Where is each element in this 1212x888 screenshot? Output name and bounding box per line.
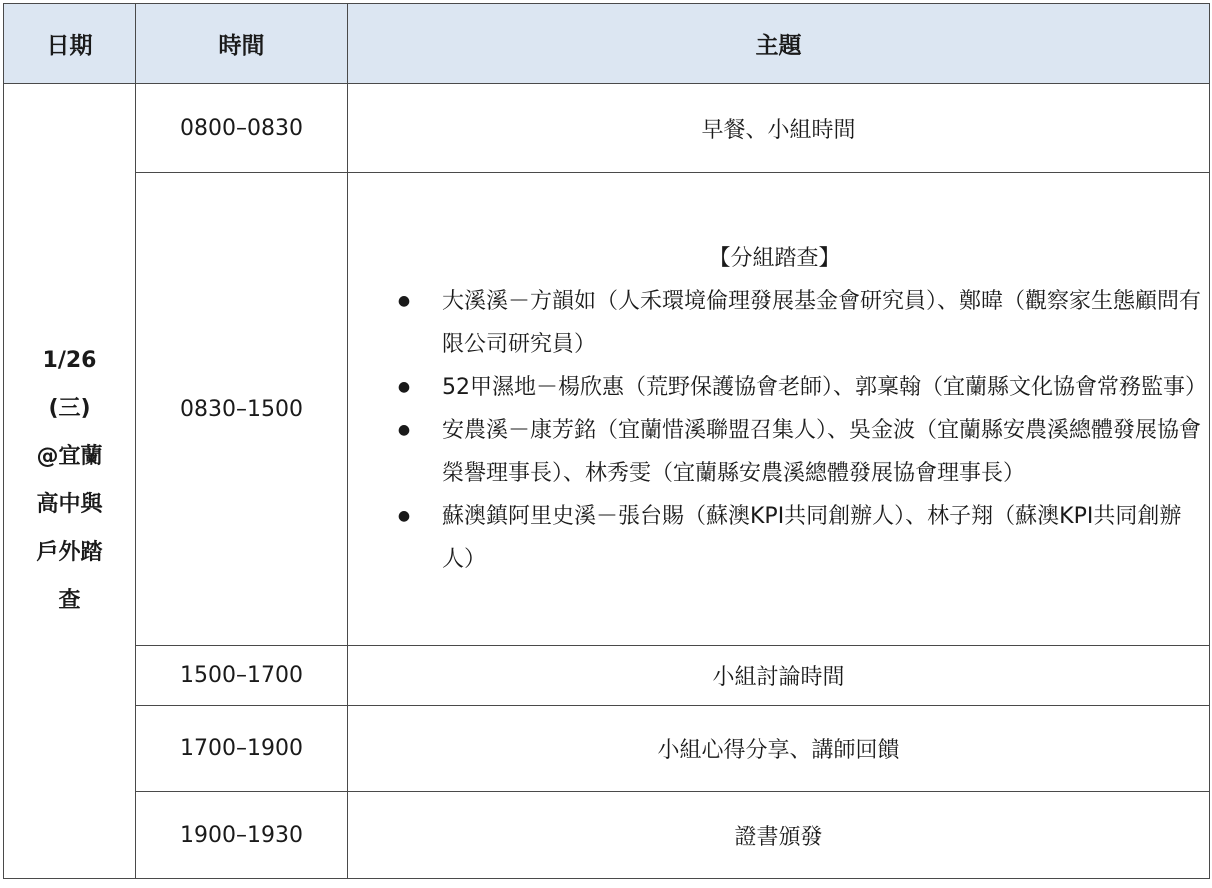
bullet-icon: ● <box>397 421 411 438</box>
time-cell: 1900–1930 <box>136 792 348 879</box>
field-visit-title: 【分組踏查】 <box>708 245 841 271</box>
list-item <box>394 495 1201 581</box>
topic-cell: 證書頒發 <box>348 792 1210 879</box>
list-item <box>394 409 1201 495</box>
date-cell <box>4 84 136 879</box>
topic-cell: 早餐、小組時間 <box>348 84 1210 173</box>
bullet-icon: ● <box>397 292 411 309</box>
time-cell: 0800–0830 <box>136 84 348 173</box>
table-row <box>4 173 1210 646</box>
bullet-icon: ● <box>397 378 411 395</box>
table-row <box>4 792 1210 879</box>
table-row <box>4 646 1210 706</box>
time-cell: 1500–1700 <box>136 646 348 706</box>
field-visit-block <box>348 238 1209 581</box>
bullet-icon: ● <box>397 507 411 524</box>
field-visit-text: 大溪溪－方韻如（人禾環境倫理發展基金會研究員）、鄭暐（觀察家生態顧問有限公司研究員） <box>442 288 1202 357</box>
date-line: @宜蘭 <box>36 444 103 469</box>
topic-cell: 小組討論時間 <box>348 646 1210 706</box>
schedule-table <box>3 3 1210 879</box>
date-line: 查 <box>58 588 81 613</box>
field-visit-text: 安農溪－康芳銘（宜蘭惜溪聯盟召集人）、吳金波（宜蘭縣安農溪總體發展協會榮譽理事長）、林秀雯（宜蘭縣安農溪總體發展協會理事長） <box>442 417 1202 486</box>
topic-cell <box>348 173 1210 646</box>
field-visit-text: 蘇澳鎮阿里史溪－張台賜（蘇澳KPI共同創辦人）、林子翔（蘇澳KPI共同創辦人） <box>442 503 1182 572</box>
time-cell: 1700–1900 <box>136 706 348 792</box>
date-line: 戶外踏 <box>36 540 103 565</box>
header-date: 日期 <box>4 4 136 84</box>
field-visit-list <box>394 280 1207 581</box>
header-time: 時間 <box>136 4 348 84</box>
time-cell: 0830–1500 <box>136 173 348 646</box>
header-topic: 主題 <box>348 4 1210 84</box>
topic-cell: 小組心得分享、講師回饋 <box>348 706 1210 792</box>
table-row <box>4 84 1210 173</box>
field-visit-text: 52甲濕地－楊欣惠（荒野保護協會老師）、郭稟翰（宜蘭縣文化協會常務監事） <box>442 374 1207 400</box>
list-item <box>394 280 1201 366</box>
list-item <box>394 366 1207 409</box>
date-line: 高中與 <box>36 492 103 517</box>
date-line: 1/26 <box>42 348 97 373</box>
table-header-row <box>4 4 1210 84</box>
table-row <box>4 706 1210 792</box>
date-line: (三) <box>48 396 91 421</box>
